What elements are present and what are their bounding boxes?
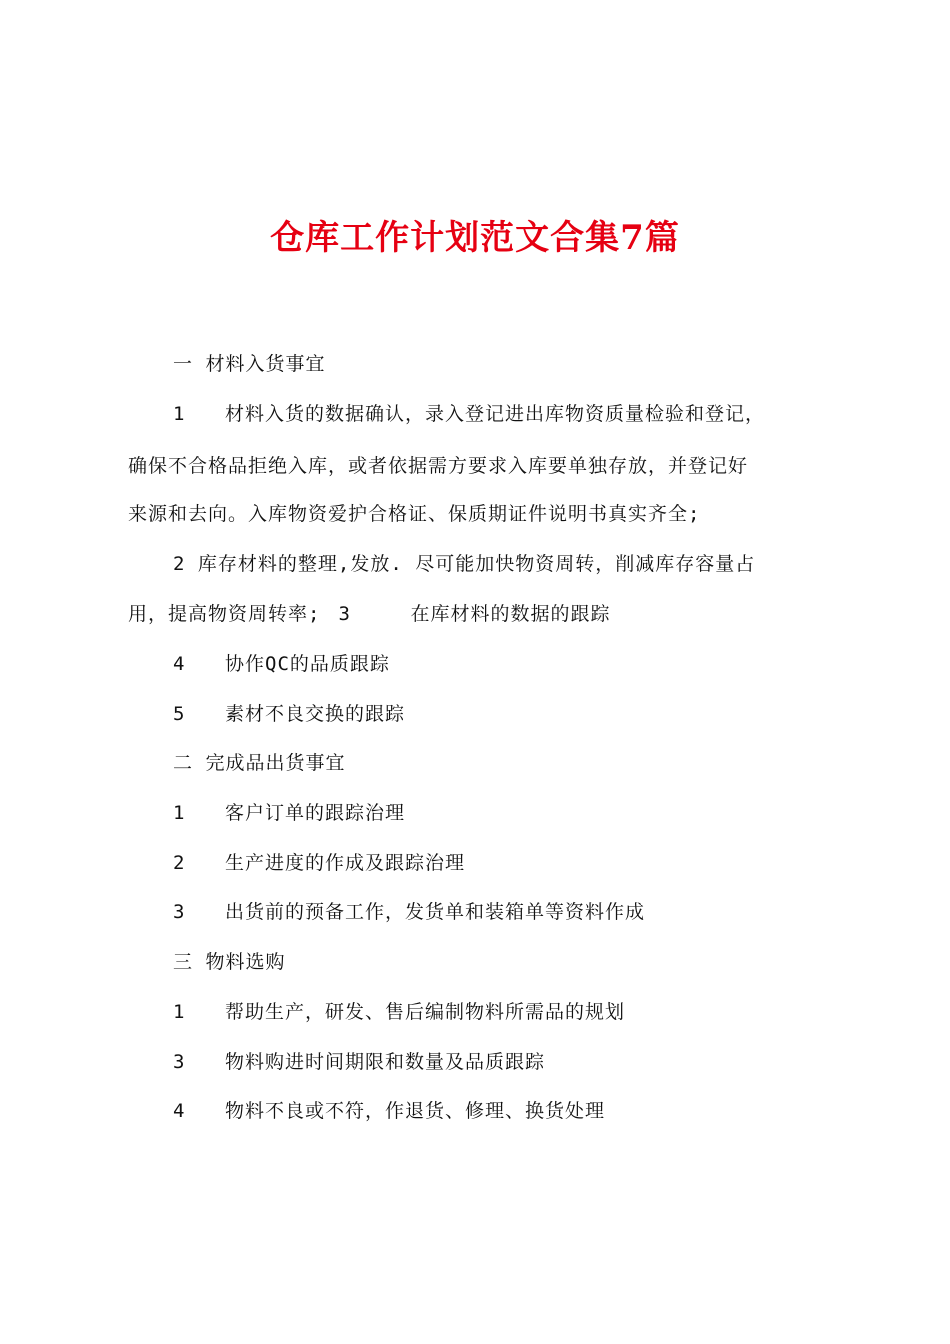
item-number: 4 xyxy=(173,1100,186,1122)
section-3-item-1 xyxy=(173,1000,625,1024)
item-text: 协作QC的品质跟踪 xyxy=(225,653,390,675)
section-3-item-2 xyxy=(173,1050,545,1074)
item-text: 材料入货的数据确认，录入登记进出库物资质量检验和登记， xyxy=(225,403,766,425)
item-number: 3 xyxy=(173,1051,186,1073)
item-text: 在库材料的数据的跟踪 xyxy=(410,603,611,625)
item-number: 5 xyxy=(173,703,186,725)
item-number: 3 xyxy=(173,901,186,923)
item-number: 3 xyxy=(338,603,351,625)
section-1-item-2-line-1: 2 库存材料的整理,发放. 尽可能加快物资周转，削减库存容量占 xyxy=(173,553,756,575)
section-1-item-2-line-2 xyxy=(128,602,610,626)
item-text: 出货前的预备工作，发货单和装箱单等资料作成 xyxy=(225,901,646,923)
item-text: 物料不良或不符，作退货、修理、换货处理 xyxy=(225,1100,606,1122)
item-number: 1 xyxy=(173,1001,186,1023)
item-text: 物料购进时间期限和数量及品质跟踪 xyxy=(225,1051,546,1073)
section-2-item-2 xyxy=(173,851,465,875)
section-1-heading: 一 材料入货事宜 xyxy=(173,353,326,375)
section-1-item-1-line-2: 确保不合格品拒绝入库，或者依据需方要求入库要单独存放，并登记好 xyxy=(128,455,749,477)
item-text: 用，提高物资周转率; xyxy=(128,603,321,625)
section-3-heading: 三 物料选购 xyxy=(173,951,286,973)
section-1-item-1-line-1 xyxy=(173,402,765,426)
item-number: 1 xyxy=(173,802,186,824)
item-text: 客户订单的跟踪治理 xyxy=(225,802,406,824)
document-title: 仓库工作计划范文合集7篇 xyxy=(270,218,680,258)
item-number: 1 xyxy=(173,403,186,425)
item-text: 素材不良交换的跟踪 xyxy=(225,703,406,725)
section-2-heading: 二 完成品出货事宜 xyxy=(173,752,346,774)
section-3-item-3 xyxy=(173,1099,605,1123)
section-1-item-4 xyxy=(173,652,390,676)
item-number: 4 xyxy=(173,653,186,675)
item-text: 生产进度的作成及跟踪治理 xyxy=(225,852,466,874)
section-2-item-1 xyxy=(173,801,405,825)
section-1-item-1-line-3: 来源和去向。入库物资爱护合格证、保质期证件说明书真实齐全; xyxy=(128,503,701,525)
item-number: 2 xyxy=(173,852,186,874)
section-1-item-5 xyxy=(173,702,405,726)
section-2-item-3 xyxy=(173,900,645,924)
item-text: 帮助生产，研发、售后编制物料所需品的规划 xyxy=(225,1001,626,1023)
